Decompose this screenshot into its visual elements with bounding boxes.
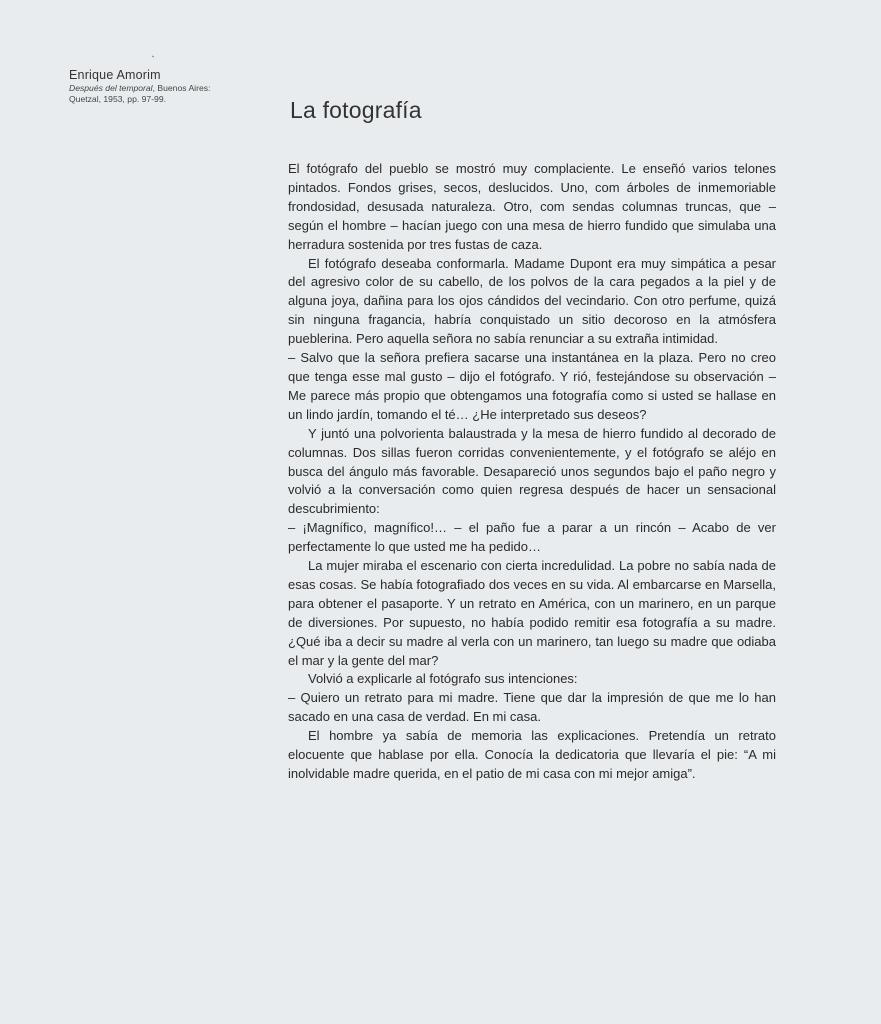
source-reference: [69, 68, 269, 105]
paragraph: – Salvo que la señora prefiera sacarse una instantánea en la plaza. Pero no creo que tenga esse mal gusto – dijo el fotógrafo. Y rió, festejándose su observación – Me parece más propio que obtengamos una fotografía como si usted se hallase en un lindo jardín, tomando el té… ¿He interpretado sus deseos?: [288, 350, 776, 422]
paragraph: El fotógrafo deseaba conformarla. Madame Dupont era muy simpática a pesar del agresivo color de su cabello, de los polvos de la cara pegados a la piel y de alguna joya, dañina para los ojos cándidos del vecindario. Con otro perfume, quizá sin ninguna fragancia, habría conquistado un sitio decoroso en la atmósfera pueblerina. Pero aquella señora no sabía renunciar a su extraña intimidad.: [288, 255, 776, 347]
story-body: [288, 160, 776, 784]
publisher-location: , Buenos Aires:: [152, 83, 211, 93]
paragraph: – Quiero un retrato para mi madre. Tiene que dar la impresión de que me lo han sacado en una casa de verdad. En mi casa.: [288, 690, 776, 725]
reference-line-2: Quetzal, 1953, pp. 97-99.: [69, 94, 166, 104]
scan-speck: [152, 55, 154, 57]
reference-line-1: [69, 83, 269, 94]
paragraph: Volvió a explicarle al fotógrafo sus intenciones:: [308, 671, 578, 687]
paragraph: La mujer miraba el escenario con cierta incredulidad. La pobre no sabía nada de esas cosas. Se había fotografiado dos veces en su vida. Al embarcarse en Marsella, para obtener el pasaporte. Y un retrato en América, con un marinero, en un parque de diversiones. Por supuesto, no había podido remitir esa fotografía a su madre. ¿Qué iba a decir su madre al verla con un marinero, tan luego su madre que odiaba el mar y la gente del mar?: [288, 558, 776, 668]
paragraph: El hombre ya sabía de memoria las explicaciones. Pretendía un retrato elocuente que hablase por ella. Conocía la dedicatoria que llevaría el pie: “A mi inolvidable madre querida, en el patio de mi casa con mi mejor amiga”.: [288, 728, 776, 781]
paragraph: – ¡Magnífico, magnífico!… – el paño fue a parar a un rincón – Acabo de ver perfectamente lo que usted me ha pedido…: [288, 520, 776, 555]
paragraph: Y juntó una polvorienta balaustrada y la mesa de hierro fundido al decorado de columnas. Dos sillas fueron corridas convenientemente, y el fotógrafo se aléjo en busca del ángulo más favorable. Desapareció unos segundos bajo el paño negro y volvió a la conversación como quien regresa después de hacer un sensacional descubrimiento:: [288, 425, 776, 517]
paragraph: El fotógrafo del pueblo se mostró muy complaciente. Le enseñó varios telones pintados. Fondos grises, secos, deslucidos. Uno, com árboles de inmemoriable frondosidad, desusada naturaleza. Otro, com sendas columnas truncas, que – según el hombre – hacían juego con una mesa de hierro fundido que simulaba una herradura sostenida por tres fustas de caza.: [288, 161, 776, 252]
page-title: La fotografía: [290, 97, 422, 123]
book-title: Después del temporal: [69, 83, 153, 93]
author-name: Enrique Amorim: [69, 68, 161, 82]
